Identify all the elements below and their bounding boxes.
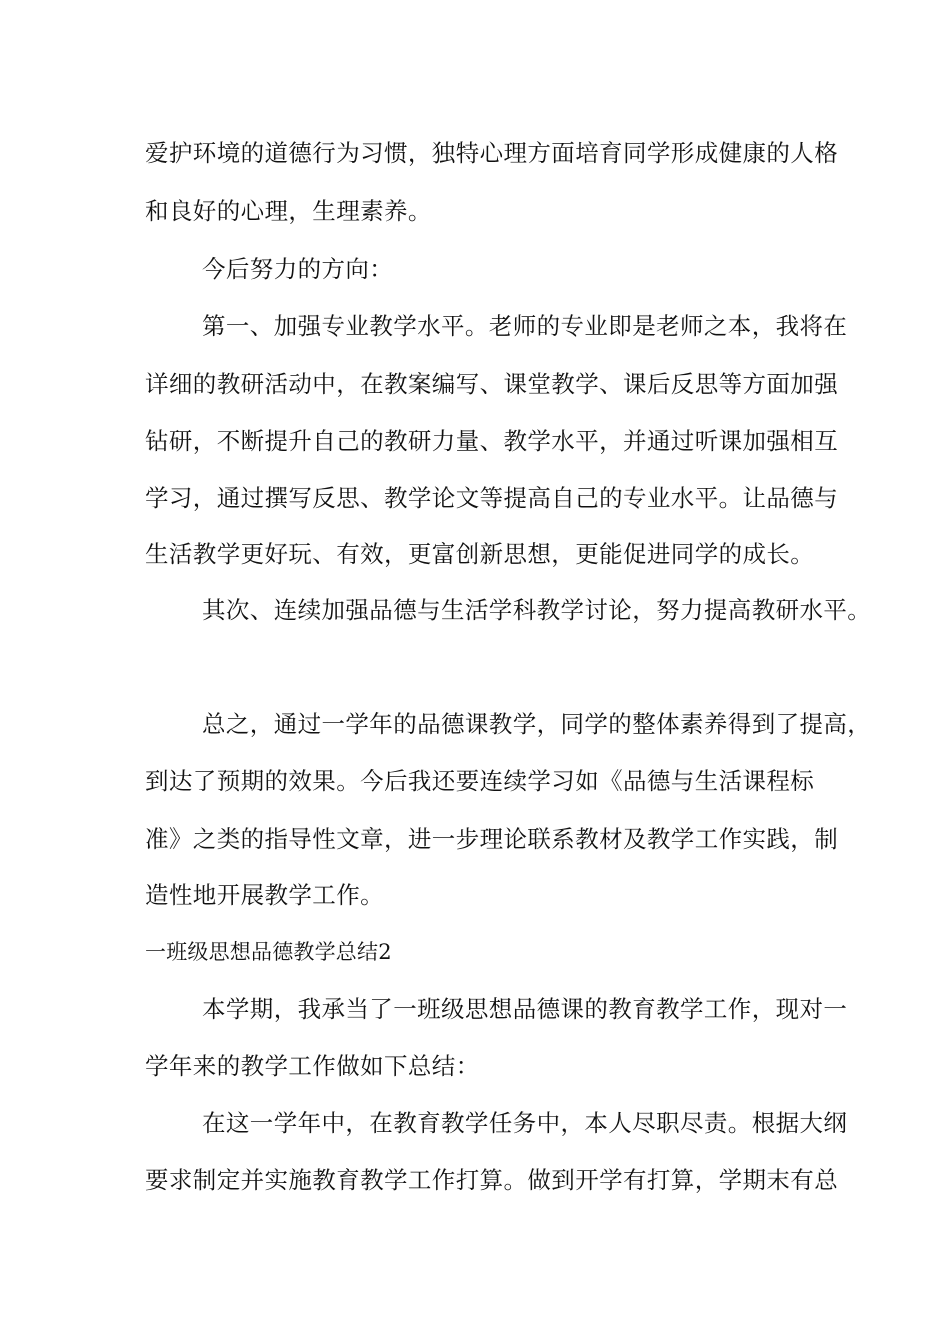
body-line: 生活教学更好玩、有效，更富创新思想，更能促进同学的成长。 (145, 540, 815, 568)
paragraph-start-line: 今后努力的方向： (202, 255, 394, 283)
body-line: 要求制定并实施教育教学工作打算。做到开学有打算，学期末有总 (145, 1166, 839, 1194)
paragraph-start-line: 第一、加强专业教学水平。老师的专业即是老师之本，我将在 (202, 312, 848, 340)
section-heading: 一班级思想品德教学总结2 (145, 940, 392, 964)
body-line: 和良好的心理，生理素养。 (145, 197, 432, 225)
body-line: 钻研，不断提升自己的教研力量、教学水平，并通过听课加强相互 (145, 427, 839, 455)
paragraph-start-line: 总之，通过一学年的品德课教学，同学的整体素养得到了提高， (202, 710, 872, 738)
body-line: 造性地开展教学工作。 (145, 881, 384, 909)
paragraph-start-line: 本学期，我承当了一班级思想品德课的教育教学工作，现对一 (202, 995, 848, 1023)
body-line: 到达了预期的效果。今后我还要连续学习如《品德与生活课程标 (145, 767, 815, 795)
body-line: 准》之类的指导性文章，进一步理论联系教材及教学工作实践，制 (145, 825, 839, 853)
body-line: 爱护环境的道德行为习惯，独特心理方面培育同学形成健康的人格 (145, 139, 839, 167)
body-line: 学习，通过撰写反思、教学论文等提高自己的专业水平。让品德与 (145, 484, 839, 512)
body-line: 学年来的教学工作做如下总结： (145, 1052, 480, 1080)
paragraph-start-line: 其次、连续加强品德与生活学科教学讨论，努力提高教研水平。 (202, 596, 872, 624)
paragraph-start-line: 在这一学年中，在教育教学任务中，本人尽职尽责。根据大纲 (202, 1109, 848, 1137)
body-line: 详细的教研活动中，在教案编写、课堂教学、课后反思等方面加强 (145, 370, 839, 398)
